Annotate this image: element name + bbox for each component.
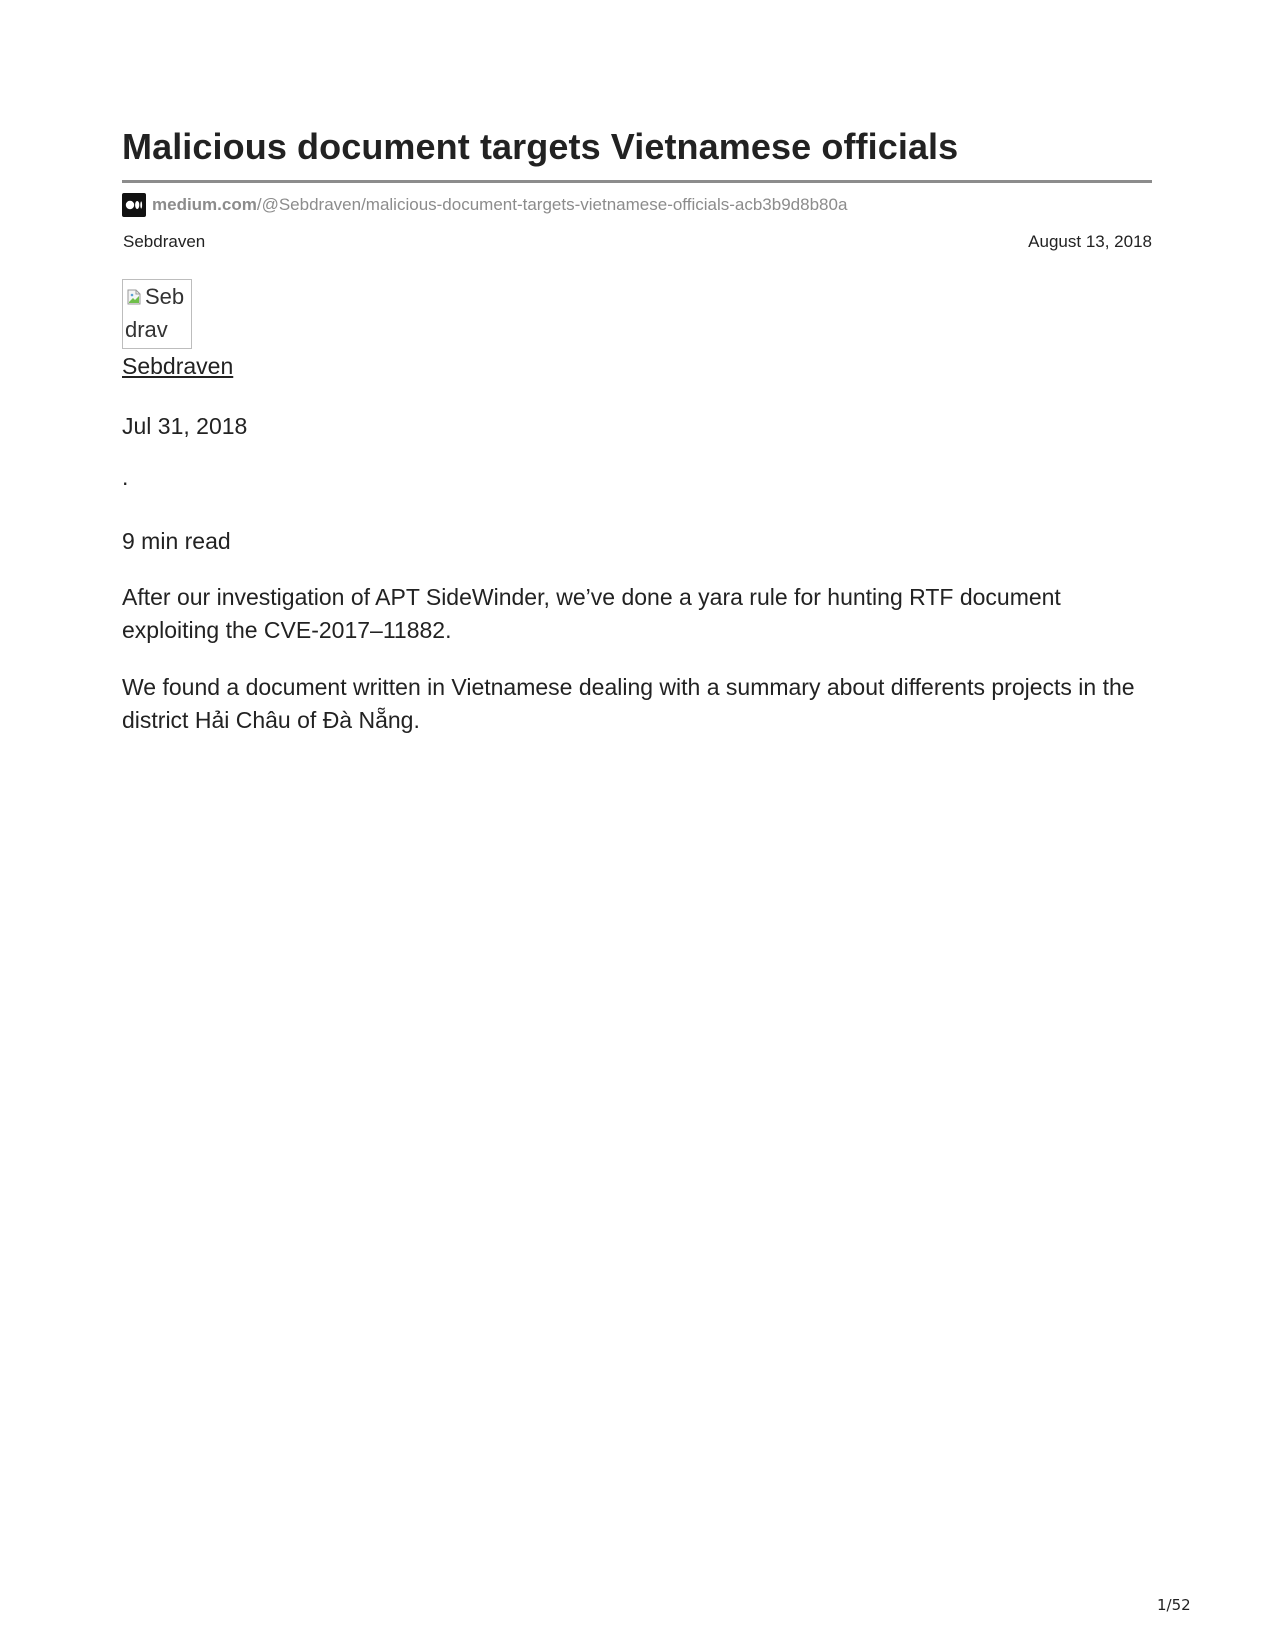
title-divider xyxy=(122,180,1152,183)
source-domain: medium.com xyxy=(152,195,257,214)
publish-date: Jul 31, 2018 xyxy=(122,413,248,439)
paragraph: After our investigation of APT SideWinder, we’ve done a yara rule for hunting RTF document exploiting the CVE-2017–11882. xyxy=(122,584,1061,643)
author-link[interactable]: Sebdraven xyxy=(122,353,234,379)
meta-date: August 13, 2018 xyxy=(1028,232,1152,251)
read-time: 9 min read xyxy=(122,528,231,554)
source-path: /@Sebdraven/malicious-document-targets-vietnamese-officials-acb3b9d8b80a xyxy=(256,195,848,214)
page-number: 1/52 xyxy=(1157,1596,1191,1614)
meta-author: Sebdraven xyxy=(123,232,206,251)
source-url[interactable] xyxy=(122,193,847,217)
article-title: Malicious document targets Vietnamese officials xyxy=(122,126,959,167)
avatar-alt-text: Sebdrav xyxy=(125,284,185,342)
avatar[interactable] xyxy=(122,279,192,349)
medium-icon xyxy=(122,193,146,217)
paragraph: We found a document written in Vietnamese dealing with a summary about differents projects in the district Hải Châu of Đà Nẵng. xyxy=(122,674,1135,733)
meta-separator: . xyxy=(122,464,129,490)
